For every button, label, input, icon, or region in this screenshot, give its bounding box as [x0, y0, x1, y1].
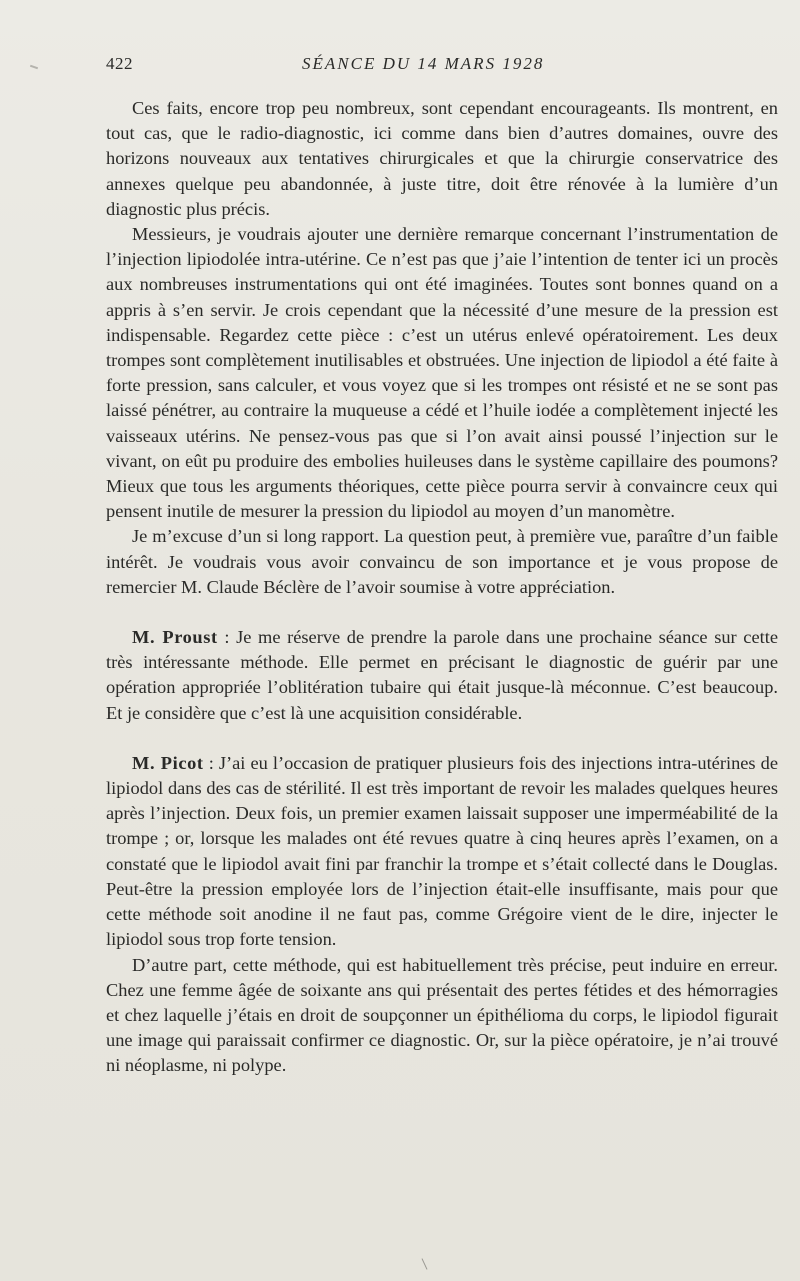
- page-number: 422: [106, 54, 133, 73]
- paragraph: Ces faits, encore trop peu nombreux, sont cependant encourageants. Ils montrent, en tout cas, que le radio-diagnostic, ici comme dans bien d’autres domaines, ouvre des horizons nouveaux aux tentatives chirurgicales et que la chirurgie conservatrice des annexes quelque peu abandonnée, à juste titre, doit être rénovée à la lumière d’un diagnostic plus précis.: [106, 98, 778, 219]
- paragraph: D’autre part, cette méthode, qui est habituellement très précise, peut induire en erreur. Chez une femme âgée de soixante ans qui présentait des pertes fétides et des hémorragies et chez laquelle j’étais en droit de soupçonner un épithélioma du corps, le lipiodol figurait une image qui paraissait confirmer ce diagnostic. Or, sur la pièce opératoire, je n’ai trouvé ni néoplasme, ni polype.: [106, 954, 778, 1076]
- speech-text: : J’ai eu l’occasion de pratiquer plusieurs fois des injections intra-utérines de lipiodol dans des cas de stérilité. Il est très important de revoir les malades quelques heures après l’injection. Deux fois, un premier examen laissait supposer une imperméabilité de la trompe ; or, lorsque les malades ont été revues quatre à cinq heures après l’examen, on a constaté que le lipiodol avait fini par franchir la trompe et s’était collecté dans le Douglas. Peut-être la pression employée lors de l’injection était-elle insuffisante, mais pour que cette méthode soit anodine il ne faut pas, comme Grégoire vient de le dire, injecter le lipiodol sous trop forte tension.: [106, 752, 778, 950]
- bottom-mark: [422, 1258, 428, 1269]
- margin-mark: [30, 65, 38, 70]
- speech-text: : Je me réserve de prendre la parole dans une prochaine séance sur cette très intéressante méthode. Elle permet en précisant le diagnostic de guérir par une opération appropriée l’oblitération tubaire qui était jusque-là méconnue. C’est beaucoup. Et je considère que c’est là une acquisition considérable.: [106, 627, 778, 723]
- speech-picot: [106, 751, 778, 953]
- page-header: [106, 54, 778, 78]
- speech-proust: [106, 625, 778, 726]
- running-title: SÉANCE DU 14 MARS 1928: [302, 54, 545, 73]
- paragraph: Messieurs, je voudrais ajouter une dernière remarque concernant l’instrumentation de l’injection lipiodolée intra-utérine. Ce n’est pas que j’aie l’intention de tenter ici un procès aux nombreuses instrumentations qui ont été imaginées. Toutes sont bonnes quand on a appris à s’en servir. Je crois cependant que la nécessité d’une mesure de la pression est indispensable. Regardez cette pièce : c’est un utérus enlevé opératoirement. Les deux trompes sont complètement inutilisables et obstruées. Une injection de lipiodol a été faite à forte pression, sans calculer, et vous voyez que si les trompes ont résisté et ne se sont pas laissé pénétrer, au contraire la muqueuse a cédé et l’huile iodée a complètement injecté les vaisseaux utérins. Ne pensez-vous pas que si l’on avait ainsi poussé l’injection sur le vivant, on eût pu produire des embolies huileuses dans le système capillaire des poumons? Mieux que tous les arguments théoriques, cette pièce pourra servir à convaincre ceux qui pensent inutile de mesurer la pression du lipiodol au moyen d’un manomètre.: [106, 224, 778, 522]
- body-text: [106, 96, 778, 1079]
- speaker-name: M. Picot: [132, 752, 204, 773]
- paragraph: Je m’excuse d’un si long rapport. La question peut, à première vue, paraître d’un faible intérêt. Je voudrais vous avoir convaincu de son importance et je vous propose de remercier M. Claude Béclère de l’avoir soumise à votre appréciation.: [106, 526, 778, 597]
- speaker-name: M. Proust: [132, 627, 218, 648]
